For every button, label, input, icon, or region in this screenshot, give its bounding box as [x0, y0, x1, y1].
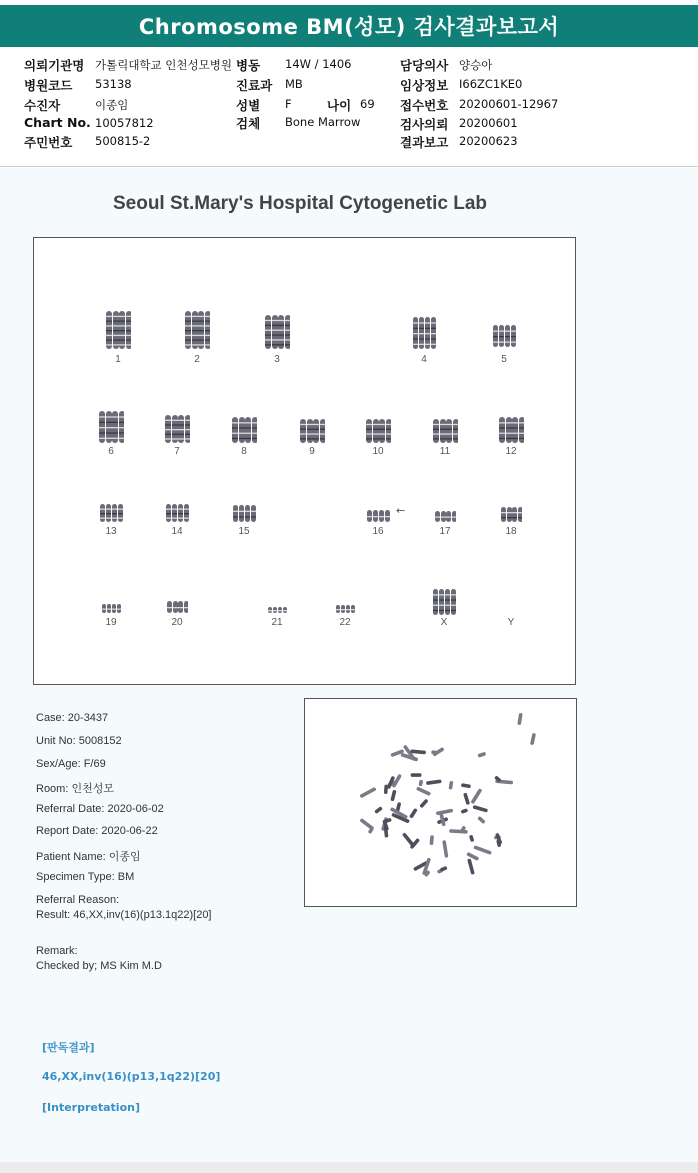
- chromosome-pair-graphic: [264, 314, 290, 350]
- chromosome-pair-graphic: [184, 310, 210, 350]
- remark: Remark:: [36, 945, 78, 957]
- chromosome-pair-13: [99, 503, 123, 523]
- chromosome-pair-11: [432, 418, 458, 444]
- chromosome-label-9: 9: [309, 446, 315, 457]
- case-number: Case: 20-3437: [36, 712, 109, 724]
- chromosome-label-15: 15: [238, 526, 250, 537]
- referral-reason: Referral Reason:: [36, 894, 120, 906]
- checked-by: Checked by; MS Kim M.D: [36, 960, 162, 972]
- chromosome-pair-graphic: [232, 504, 256, 523]
- chromosome-label-22: 22: [339, 617, 351, 628]
- chromosome-label-x: X: [440, 617, 448, 628]
- chromosome-pair-19: [101, 603, 121, 614]
- sex-age: Sex/Age: F/69: [36, 758, 106, 770]
- chromosome-pair-21: [267, 606, 287, 614]
- receipt-no-value: 20200601-12967: [459, 97, 559, 111]
- chromosome-pair-16: [366, 509, 390, 523]
- unit-number: Unit No: 5008152: [36, 735, 122, 747]
- hospital-code-value: 53138: [95, 77, 132, 91]
- age-value: 69: [360, 97, 375, 111]
- ward-label: 병동: [236, 58, 261, 73]
- chromosome-pair-2: [184, 310, 210, 350]
- chromosome-pair-17: [434, 510, 456, 523]
- karyotype-result: Result: 46,XX,inv(16)(p13.1q22)[20]: [36, 909, 212, 921]
- chromosome-pair-graphic: [492, 324, 516, 348]
- chromosome-pair-20: [166, 600, 188, 614]
- chromosome-label-6: 6: [108, 446, 114, 457]
- lab-title: Seoul St.Mary's Hospital Cytogenetic Lab: [112, 193, 488, 214]
- sex-label: 성별: [236, 98, 261, 113]
- report-label: 결과보고: [400, 135, 449, 150]
- chromosome-label-4: 4: [421, 354, 427, 365]
- chromosome-pair-graphic: [166, 600, 188, 614]
- ward-value: 14W / 1406: [285, 57, 352, 71]
- interpretation-heading-korean: [판독결과]: [42, 1041, 95, 1054]
- chromosome-pair-18: [500, 506, 522, 523]
- rrn-label: 주민번호: [24, 135, 73, 150]
- chromosome-pair-8: [231, 416, 257, 444]
- chromosome-pair-graphic: [164, 414, 190, 444]
- receipt-no-label: 접수번호: [400, 98, 449, 113]
- room: Room: 인천성모: [36, 783, 114, 795]
- clinical-value: I66ZC1KE0: [459, 77, 523, 91]
- chromosome-label-20: 20: [171, 617, 183, 628]
- chromosome-pair-graphic: [412, 316, 436, 350]
- chromosome-label-11: 11: [439, 446, 451, 457]
- dept-label: 진료과: [236, 78, 273, 93]
- interpretation-heading: [Interpretation]: [42, 1101, 140, 1114]
- metaphase-chromosomes-graphic: [305, 699, 576, 906]
- patient-info-panel: [0, 52, 698, 167]
- chromosome-pair-1: [105, 310, 131, 350]
- dept-value: MB: [285, 77, 303, 91]
- chromosome-pair-6: [98, 410, 124, 444]
- age-label: 나이: [327, 98, 352, 113]
- chromosome-pair-graphic: [366, 509, 390, 523]
- page-bottom-band: [0, 1162, 698, 1173]
- chromosome-label-17: 17: [439, 526, 451, 537]
- referral-date: Referral Date: 2020-06-02: [36, 803, 164, 815]
- chromosome-pair-3: [264, 314, 290, 350]
- chart-value: 10057812: [95, 116, 154, 130]
- chromosome-pair-7: [164, 414, 190, 444]
- sex-value: F: [285, 97, 292, 111]
- report-title: Chromosome BM(성모) 검사결과보고서: [0, 5, 698, 47]
- chromosome-label-18: 18: [505, 526, 517, 537]
- chart-label: Chart No.: [24, 115, 91, 130]
- rrn-value: 500815-2: [95, 134, 151, 148]
- doctor-label: 담당의사: [400, 58, 449, 73]
- report-sheet: [0, 168, 698, 1162]
- chromosome-pair-12: [498, 416, 524, 444]
- doctor-value: 양승아: [459, 58, 493, 72]
- institution-label: 의뢰기관명: [24, 58, 85, 73]
- chromosome-pair-graphic: [335, 604, 355, 614]
- clinical-label: 임상정보: [400, 78, 449, 93]
- chromosome-pair-5: [492, 324, 516, 348]
- report-date: Report Date: 2020-06-22: [36, 825, 158, 837]
- request-label: 검사의뢰: [400, 117, 449, 132]
- specimen-label: 검체: [236, 116, 261, 131]
- chromosome-pair-graphic: [365, 418, 391, 444]
- chromosome-label-1: 1: [115, 354, 121, 365]
- chromosome-pair-4: [412, 316, 436, 350]
- patient-name: Patient Name: 이종임: [36, 851, 141, 863]
- chromosome-pair-graphic: [434, 510, 456, 523]
- chromosome-pair-graphic: [105, 310, 131, 350]
- institution-value: 가톨릭대학교 인천성모병원: [95, 58, 232, 72]
- chromosome-pair-graphic: [231, 416, 257, 444]
- chromosome-pair-15: [232, 504, 256, 523]
- chromosome-pair-graphic: [432, 588, 456, 616]
- chromosome-pair-x: [432, 588, 456, 616]
- chromosome-pair-graphic: [299, 418, 325, 444]
- chromosome-pair-graphic: [101, 603, 121, 614]
- chromosome-label-16: 16: [372, 526, 384, 537]
- examinee-label: 수진자: [24, 98, 61, 113]
- chromosome-label-10: 10: [372, 446, 384, 457]
- interpretation-result: 46,XX,inv(16)(p13,1q22)[20]: [42, 1070, 221, 1083]
- chromosome-pair-graphic: [98, 410, 124, 444]
- chromosome-label-5: 5: [501, 354, 507, 365]
- chromosome-pair-14: [165, 503, 189, 523]
- request-value: 20200601: [459, 116, 518, 130]
- metaphase-spread-image: [304, 698, 577, 907]
- chromosome-pair-graphic: [498, 416, 524, 444]
- chromosome-label-7: 7: [174, 446, 180, 457]
- chromosome-pair-10: [365, 418, 391, 444]
- hospital-code-label: 병원코드: [24, 78, 73, 93]
- chromosome-pair-graphic: [432, 418, 458, 444]
- examinee-value: 이종임: [95, 98, 129, 112]
- chromosome-label-21: 21: [271, 617, 283, 628]
- abnormal-arrow-icon: ←: [396, 504, 406, 517]
- report-value: 20200623: [459, 134, 518, 148]
- specimen-type: Specimen Type: BM: [36, 871, 135, 883]
- chromosome-label-13: 13: [105, 526, 117, 537]
- specimen-value: Bone Marrow: [285, 115, 361, 129]
- chromosome-pair-graphic: [500, 506, 522, 523]
- chromosome-label-12: 12: [505, 446, 517, 457]
- chromosome-label-14: 14: [171, 526, 183, 537]
- chromosome-pair-graphic: [99, 503, 123, 523]
- karyotype-panel: [33, 237, 576, 685]
- chromosome-pair-22: [335, 604, 355, 614]
- chromosome-label-8: 8: [241, 446, 247, 457]
- chromosome-pair-9: [299, 418, 325, 444]
- chromosome-label-3: 3: [274, 354, 280, 365]
- chromosome-label-19: 19: [105, 617, 117, 628]
- chromosome-label-y: Y: [507, 617, 515, 628]
- chromosome-pair-graphic: [267, 606, 287, 614]
- chromosome-label-2: 2: [194, 354, 200, 365]
- chromosome-pair-graphic: [165, 503, 189, 523]
